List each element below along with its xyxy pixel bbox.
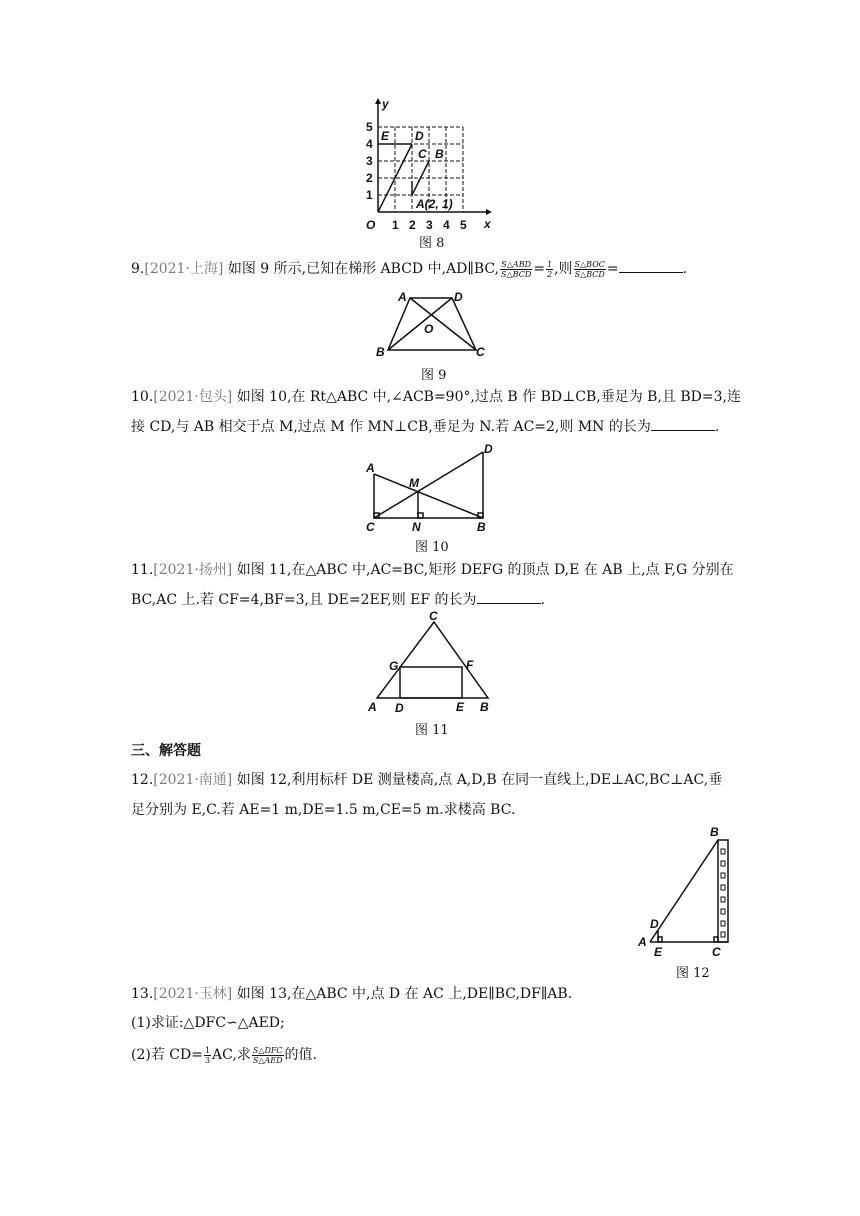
q11-period: . [540, 592, 546, 608]
q11-source: [2021·扬州] [153, 562, 233, 578]
figure-10-caption: 图 10 [415, 540, 449, 555]
fig8-point-E: E [381, 129, 390, 143]
figure-9-caption: 图 9 [421, 368, 447, 383]
fig8-point-B: B [435, 147, 444, 161]
fig9-label-A: A [398, 290, 407, 304]
fig8-y-label: y [382, 97, 389, 111]
q9-equals-2: = [606, 261, 619, 277]
fig11-label-B: B [480, 700, 489, 714]
figure-11-triangle-rectangle [362, 609, 502, 716]
fig8-xtick-5: 5 [460, 218, 467, 232]
question-13-line-1 [131, 984, 572, 1004]
fig11-label-G: G [389, 659, 399, 673]
q13-part2-text-a: (2)若 CD= [131, 1047, 203, 1063]
figure-10-triangles [362, 440, 502, 536]
figure-9-trapezoid [372, 288, 492, 364]
question-12-line-1 [131, 770, 722, 790]
q9-text-a: 如图 9 所示,已知在梯形 ABCD 中,AD∥BC, [223, 261, 500, 277]
question-13-part-2 [131, 1045, 317, 1065]
question-11-line-2 [131, 589, 545, 610]
q11-number: 11. [131, 562, 154, 578]
question-10-line-2 [131, 416, 719, 437]
fig10-label-A: A [366, 461, 375, 475]
fig10-label-D: D [484, 442, 493, 456]
question-13-part-1: (1)求证:△DFC∽△AED; [131, 1015, 285, 1031]
q13-source: [2021·玉林] [153, 986, 233, 1002]
q13-part2-text-c: 的值. [284, 1047, 317, 1063]
q10-text-line-1: 如图 10,在 Rt△ABC 中,∠ACB=90°,过点 B 作 BD⊥CB,垂足为 B,且 BD=3,连 [232, 389, 741, 405]
fig8-ytick-1: 1 [366, 188, 373, 202]
fig8-xtick-3: 3 [426, 218, 433, 232]
fig10-label-N: N [412, 520, 421, 534]
fig8-xtick-1: 1 [392, 218, 399, 232]
fig10-label-M: M [409, 476, 419, 490]
fig10-label-C: C [366, 520, 375, 534]
fig9-label-O: O [424, 322, 434, 336]
figure-11-caption: 图 11 [415, 723, 449, 738]
figure-8-caption: 图 8 [419, 236, 445, 251]
q9-answer-blank[interactable] [619, 258, 683, 273]
fig8-point-A: A(2, 1) [416, 197, 453, 211]
fig12-label-E: E [654, 945, 663, 959]
section-3-heading: 三、解答题 [131, 743, 201, 759]
q12-number: 12. [131, 772, 154, 788]
fig8-ytick-3: 3 [366, 154, 373, 168]
fig11-label-D: D [395, 701, 404, 715]
fig9-label-D: D [454, 290, 463, 304]
q11-text-line-1: 如图 11,在△ABC 中,AC=BC,矩形 DEFG 的顶点 D,E 在 AB 上,点 F,G 分别在 [232, 562, 734, 578]
q9-fraction-2: $\frac{1}{2}$ [546, 259, 553, 279]
figure-12-building [634, 822, 744, 959]
fig8-xtick-2: 2 [409, 218, 416, 232]
q11-answer-blank[interactable] [477, 589, 541, 604]
q9-fraction-1: $\frac{\text{S△ABD}}{\text{S△BCD}}$ [501, 259, 532, 279]
q9-number: 9. [131, 261, 145, 277]
fig11-label-C: C [429, 609, 438, 623]
fig8-ytick-5: 5 [366, 120, 373, 134]
q13-fraction-1: $\frac{1}{3}$ [204, 1045, 211, 1065]
fig9-label-B: B [376, 345, 385, 359]
q13-fraction-2: $\frac{\text{S△DFC}}{\text{S△AED}}$ [252, 1045, 283, 1065]
q9-text-c: ,则 [554, 261, 573, 277]
fig8-point-D: D [415, 129, 424, 143]
fig8-ytick-4: 4 [366, 137, 373, 151]
fig9-label-C: C [476, 345, 485, 359]
fig12-label-D: D [650, 917, 659, 931]
figure-8-coordinate-grid [360, 98, 500, 233]
fig11-label-E: E [456, 700, 465, 714]
q10-text-line-2: 接 CD,与 AB 相交于点 M,过点 M 作 MN⊥CB,垂足为 N.若 AC=2,则 MN 的长为 [131, 419, 651, 435]
fig8-point-C: C [418, 147, 427, 161]
fig8-xtick-4: 4 [443, 218, 450, 232]
question-11-line-1 [131, 560, 734, 580]
fig8-x-label: x [484, 217, 491, 231]
q13-text-line-1: 如图 13,在△ABC 中,点 D 在 AC 上,DE∥BC,DF∥AB. [232, 986, 573, 1002]
q13-part2-text-b: AC,求 [212, 1047, 251, 1063]
q12-source: [2021·南通] [153, 772, 233, 788]
q12-text-line-2: 足分别为 E,C.若 AE=1 m,DE=1.5 m,CE=5 m.求楼高 BC. [131, 802, 516, 818]
q11-text-line-2: BC,AC 上.若 CF=4,BF=3,且 DE=2EF,则 EF 的长为 [131, 592, 477, 608]
fig12-label-B: B [710, 825, 719, 839]
q13-number: 13. [131, 986, 154, 1002]
figure-12-caption: 图 12 [676, 966, 710, 981]
fig10-label-B: B [477, 520, 486, 534]
q10-number: 10. [131, 389, 154, 405]
question-12-line-2 [131, 800, 515, 820]
q9-source: [2021·上海] [144, 261, 224, 277]
q10-period: . [714, 419, 720, 435]
fig8-origin: O [366, 218, 376, 232]
q9-equals-1: = [533, 261, 545, 277]
fig12-label-A: A [638, 935, 647, 949]
q12-text-line-1: 如图 12,利用标杆 DE 测量楼高,点 A,D,B 在同一直线上,DE⊥AC,BC⊥AC,垂 [232, 772, 723, 788]
question-10-line-1 [131, 387, 741, 407]
q10-source: [2021·包头] [153, 389, 233, 405]
q9-fraction-3: $\frac{\text{S△BOC}}{\text{S△BCD}}$ [574, 259, 605, 279]
fig11-label-F: F [466, 658, 474, 672]
q10-answer-blank[interactable] [651, 416, 715, 431]
fig12-label-C: C [712, 945, 721, 959]
q9-period: . [682, 261, 688, 277]
question-9 [131, 258, 687, 279]
fig11-label-A: A [368, 700, 377, 714]
fig8-ytick-2: 2 [366, 171, 373, 185]
